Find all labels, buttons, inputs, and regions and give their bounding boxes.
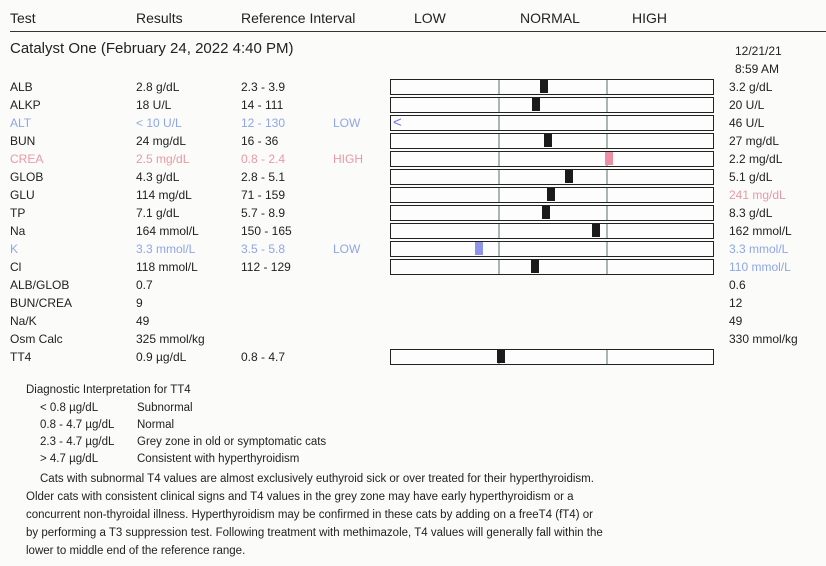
previous-result: 3.3 mmol/L xyxy=(729,242,789,256)
reference-interval: 150 - 165 xyxy=(241,224,292,238)
result-marker xyxy=(542,206,550,219)
interpretation-text-line: Older cats with consistent clinical signs and T4 values in the grey zone may have early hyperthyroidism or a xyxy=(26,491,574,503)
reference-interval: 16 - 36 xyxy=(241,134,279,148)
range-guide-line xyxy=(498,242,500,256)
interpretation-meaning: Normal xyxy=(137,419,175,431)
range-guide-line xyxy=(498,80,500,94)
reference-interval: 5.7 - 8.9 xyxy=(241,206,286,220)
range-bar xyxy=(390,97,714,113)
result-marker xyxy=(565,170,573,183)
reference-interval: 12 - 130 xyxy=(241,116,286,130)
range-guide-line xyxy=(606,98,608,112)
result-marker xyxy=(532,98,540,111)
reference-interval: 2.8 - 5.1 xyxy=(241,170,286,184)
reference-interval: 2.3 - 3.9 xyxy=(241,80,286,94)
test-name: Osm Calc xyxy=(10,332,63,346)
header-test: Test xyxy=(10,10,36,26)
range-bar xyxy=(390,115,714,131)
test-result: 0.9 µg/dL xyxy=(136,350,187,364)
result-row-tt4 xyxy=(0,348,826,366)
result-row-k xyxy=(0,240,826,258)
result-row-tp xyxy=(0,204,826,222)
test-result: 325 mmol/kg xyxy=(136,332,205,346)
result-row-na xyxy=(0,222,826,240)
range-bar xyxy=(390,241,714,257)
header-results: Results xyxy=(136,10,183,26)
test-name: ALB xyxy=(10,80,33,94)
result-flag: LOW xyxy=(333,242,361,256)
range-guide-line xyxy=(606,350,608,364)
interpretation-text-line: by performing a T3 suppression test. Following treatment with methimazole, T4 values will generally fall within the xyxy=(26,527,603,539)
previous-result: 49 xyxy=(729,314,743,328)
range-bar xyxy=(390,349,714,365)
interpretation-text-line: lower to middle end of the reference range. xyxy=(26,545,246,557)
interpretation-text-line: concurrent non-thyroidal illness. Hyperthyroidism may be confirmed in these cats by adding on a freeT4 (fT4) or xyxy=(26,509,593,521)
test-name: ALT xyxy=(10,116,32,130)
result-row-alb xyxy=(0,78,826,96)
interpretation-range: 0.8 - 4.7 µg/dL xyxy=(40,419,115,431)
test-result: < 10 U/L xyxy=(136,116,182,130)
range-bar xyxy=(390,169,714,185)
test-name: GLOB xyxy=(10,170,44,184)
range-bar xyxy=(390,79,714,95)
test-result: 18 U/L xyxy=(136,98,172,112)
previous-result: 12 xyxy=(729,296,743,310)
result-marker xyxy=(544,134,552,147)
range-guide-line xyxy=(606,260,608,274)
previous-result: 8.3 g/dL xyxy=(729,206,773,220)
header-divider xyxy=(10,31,826,32)
reference-interval: 3.5 - 5.8 xyxy=(241,242,286,256)
result-marker xyxy=(540,80,548,93)
previous-result: 20 U/L xyxy=(729,98,765,112)
test-name: TT4 xyxy=(10,350,32,364)
result-row-alkp xyxy=(0,96,826,114)
range-bar xyxy=(390,187,714,203)
interpretation-range: 2.3 - 4.7 µg/dL xyxy=(40,436,115,448)
range-guide-line xyxy=(606,242,608,256)
result-marker xyxy=(475,242,483,255)
result-flag: HIGH xyxy=(333,152,363,166)
test-result: 164 mmol/L xyxy=(136,224,199,238)
previous-result: 162 mmol/L xyxy=(729,224,792,238)
test-name: Na/K xyxy=(10,314,37,328)
test-name: ALB/GLOB xyxy=(10,278,70,292)
interpretation-text-line: Cats with subnormal T4 values are almost exclusively euthyroid sick or over treated for their hyperthyroidism. xyxy=(40,473,594,485)
interpretation-meaning: Subnormal xyxy=(137,402,193,414)
range-guide-line xyxy=(606,134,608,148)
header-reference: Reference Interval xyxy=(241,10,356,26)
previous-result: 110 mmol/L xyxy=(729,260,791,274)
previous-result: 330 mmol/kg xyxy=(729,332,798,346)
test-name: CREA xyxy=(10,152,44,166)
result-row-glu xyxy=(0,186,826,204)
result-row-alb-glob xyxy=(0,276,826,294)
previous-time: 8:59 AM xyxy=(735,62,780,76)
test-name: BUN/CREA xyxy=(10,296,73,310)
interpretation-meaning: Consistent with hyperthyroidism xyxy=(137,453,300,465)
header-high: HIGH xyxy=(632,10,667,26)
reference-interval: 0.8 - 2.4 xyxy=(241,152,286,166)
range-bar xyxy=(390,223,714,239)
test-result: 2.5 mg/dL xyxy=(136,152,190,166)
range-guide-line xyxy=(498,170,500,184)
test-result: 9 xyxy=(136,296,143,310)
panel-title: Catalyst One (February 24, 2022 4:40 PM) xyxy=(10,40,294,57)
range-guide-line xyxy=(498,116,500,130)
range-bar xyxy=(390,259,714,275)
test-result: 49 xyxy=(136,314,150,328)
test-result: 0.7 xyxy=(136,278,153,292)
range-guide-line xyxy=(498,188,500,202)
test-result: 7.1 g/dL xyxy=(136,206,180,220)
interpretation-range: < 0.8 µg/dL xyxy=(40,402,99,414)
reference-interval: 14 - 111 xyxy=(241,98,284,112)
range-guide-line xyxy=(606,80,608,94)
test-name: ALKP xyxy=(10,98,41,112)
reference-interval: 71 - 159 xyxy=(241,188,286,202)
range-guide-line xyxy=(606,170,608,184)
previous-result: 46 U/L xyxy=(729,116,765,130)
range-guide-line xyxy=(498,134,500,148)
chevron-left-icon: < xyxy=(393,114,402,131)
result-row-na-k xyxy=(0,312,826,330)
result-flag: LOW xyxy=(333,116,361,130)
previous-date: 12/21/21 xyxy=(735,44,782,58)
range-guide-line xyxy=(498,260,500,274)
range-guide-line xyxy=(498,224,500,238)
result-marker xyxy=(547,188,555,201)
test-result: 4.3 g/dL xyxy=(136,170,180,184)
range-guide-line xyxy=(498,98,500,112)
result-marker xyxy=(605,152,613,165)
previous-result: 2.2 mg/dL xyxy=(729,152,783,166)
test-name: Cl xyxy=(10,260,22,274)
range-guide-line xyxy=(498,206,500,220)
interpretation-range: > 4.7 µg/dL xyxy=(40,453,99,465)
test-name: TP xyxy=(10,206,26,220)
test-name: Na xyxy=(10,224,26,238)
test-result: 114 mg/dL xyxy=(136,188,192,202)
test-name: BUN xyxy=(10,134,36,148)
result-row-osm-calc xyxy=(0,330,826,348)
reference-interval: 112 - 129 xyxy=(241,260,291,274)
result-row-cl xyxy=(0,258,826,276)
range-bar xyxy=(390,205,714,221)
result-marker xyxy=(531,260,539,273)
test-result: 3.3 mmol/L xyxy=(136,242,196,256)
header-normal: NORMAL xyxy=(520,10,580,26)
test-name: GLU xyxy=(10,188,35,202)
range-guide-line xyxy=(606,206,608,220)
result-marker xyxy=(497,350,505,363)
previous-result: 0.6 xyxy=(729,278,746,292)
result-row-bun-crea xyxy=(0,294,826,312)
test-result: 2.8 g/dL xyxy=(136,80,180,94)
previous-result: 5.1 g/dL xyxy=(729,170,773,184)
result-row-alt xyxy=(0,114,826,132)
test-result: 24 mg/dL xyxy=(136,134,187,148)
interpretation-heading: Diagnostic Interpretation for TT4 xyxy=(26,384,191,396)
test-name: K xyxy=(10,242,19,256)
test-result: 118 mmol/L xyxy=(136,260,198,274)
previous-result: 27 mg/dL xyxy=(729,134,780,148)
result-row-glob xyxy=(0,168,826,186)
result-row-crea xyxy=(0,150,826,168)
range-guide-line xyxy=(606,224,608,238)
previous-result: 3.2 g/dL xyxy=(729,80,773,94)
result-row-bun xyxy=(0,132,826,150)
reference-interval: 0.8 - 4.7 xyxy=(241,350,286,364)
interpretation-meaning: Grey zone in old or symptomatic cats xyxy=(137,436,327,448)
result-marker xyxy=(592,224,600,237)
range-bar xyxy=(390,133,714,149)
range-bar xyxy=(390,151,714,167)
previous-result: 241 mg/dL xyxy=(729,188,786,202)
range-guide-line xyxy=(606,116,608,130)
header-low: LOW xyxy=(414,10,446,26)
range-guide-line xyxy=(498,152,500,166)
range-guide-line xyxy=(606,188,608,202)
